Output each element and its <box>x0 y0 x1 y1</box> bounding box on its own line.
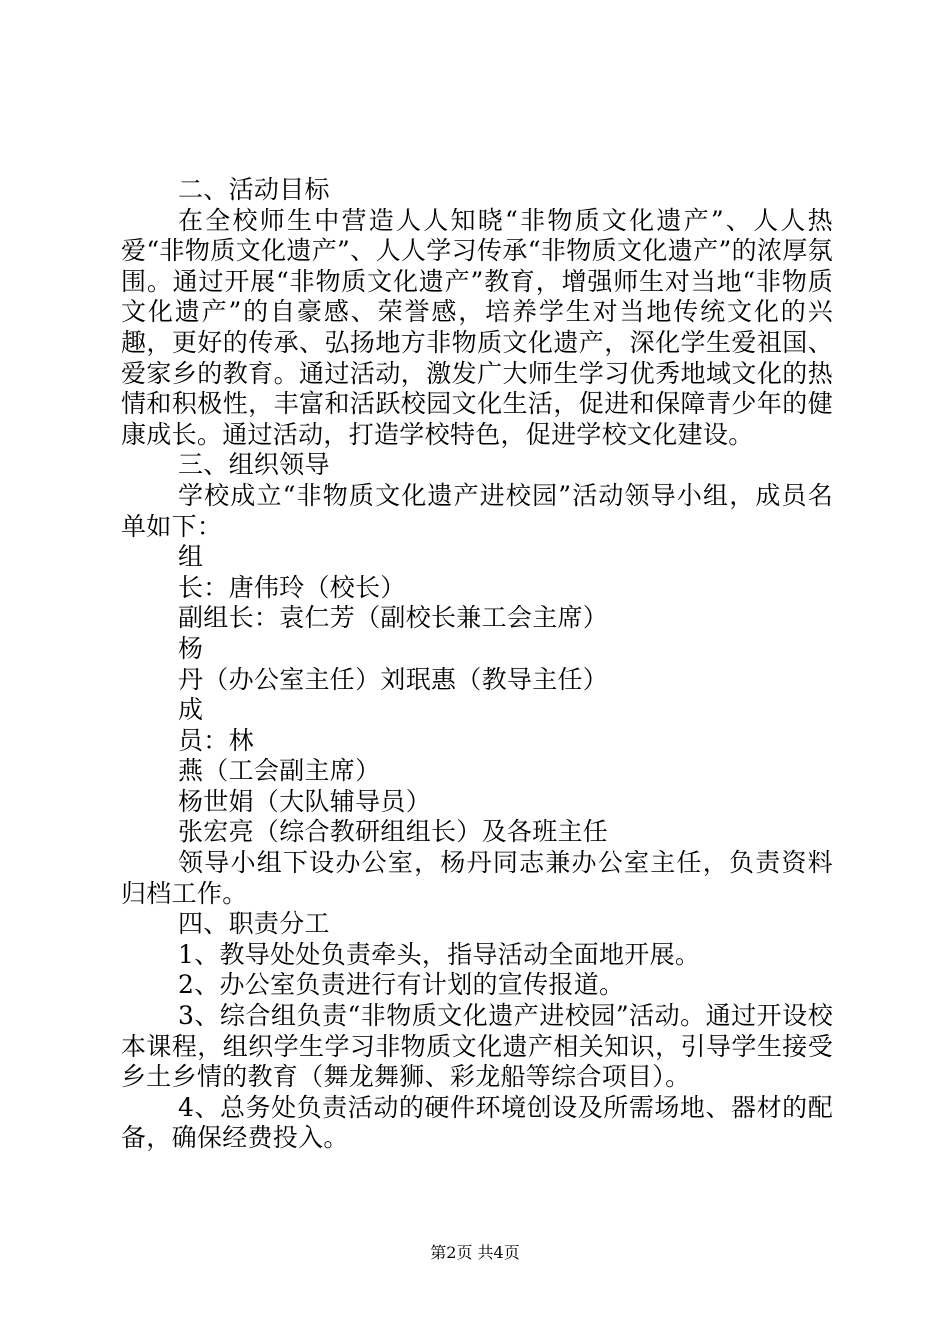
member-line: 员：林 <box>178 725 254 755</box>
member-line: 杨世娟（大队辅导员） <box>178 786 432 816</box>
section-heading-duties: 四、职责分工 <box>178 909 330 939</box>
member-line: 丹（办公室主任）刘珉惠（教导主任） <box>178 664 609 694</box>
member-line: 组 <box>178 542 204 572</box>
document-body <box>121 175 833 1154</box>
member-line: 杨 <box>178 633 204 663</box>
member-line: 长：唐伟玲（校长） <box>178 572 406 602</box>
duty-item: 4、总务处负责活动的硬件环境创设及所需场地、器材的配备，确保经费投入。 <box>121 1092 833 1153</box>
duty-item: 1、教导处处负责牵头，指导活动全面地开展。 <box>178 939 701 969</box>
paragraph-goals: 在全校师生中营造人人知晓“非物质文化遗产”、人人热爱“非物质文化遗产”、人人学习传承“非物质文化遗产”的浓厚氛围。通过开展“非物质文化遗产”教育，增强师生对当地“非物质文化遗产”的自豪感、荣誉感，培养学生对当地传统文化的兴趣，更好的传承、弘扬地方非物质文化遗产，深化学生爱祖国、爱家乡的教育。通过活动，激发广大师生学习优秀地域文化的热情和积极性，丰富和活跃校园文化生活，促进和保障青少年的健康成长。通过活动，打造学校特色，促进学校文化建设。 <box>121 205 833 449</box>
page-number-footer: 第2页 共4页 <box>430 1243 520 1262</box>
section-heading-goals: 二、活动目标 <box>178 175 330 204</box>
member-line: 成 <box>178 695 204 725</box>
paragraph-leadership-group: 学校成立“非物质文化遗产进校园”活动领导小组，成员名单如下： <box>121 480 833 541</box>
member-line: 副组长：袁仁芳（副校长兼工会主席） <box>178 603 609 633</box>
member-line: 张宏亮（综合教研组组长）及各班主任 <box>178 817 609 847</box>
member-line: 燕（工会副主席） <box>178 756 381 786</box>
paragraph-office: 领导小组下设办公室，杨丹同志兼办公室主任，负责资料归档工作。 <box>121 848 833 908</box>
duty-item: 2、办公室负责进行有计划的宣传报道。 <box>178 970 625 1000</box>
duty-item: 3、综合组负责“非物质文化遗产进校园”活动。通过开设校本课程，组织学生学习非物质文化遗产相关知识，引导学生接受乡土乡情的教育（舞龙舞狮、彩龙船等综合项目）。 <box>121 1001 833 1092</box>
section-heading-organization: 三、组织领导 <box>178 450 330 480</box>
